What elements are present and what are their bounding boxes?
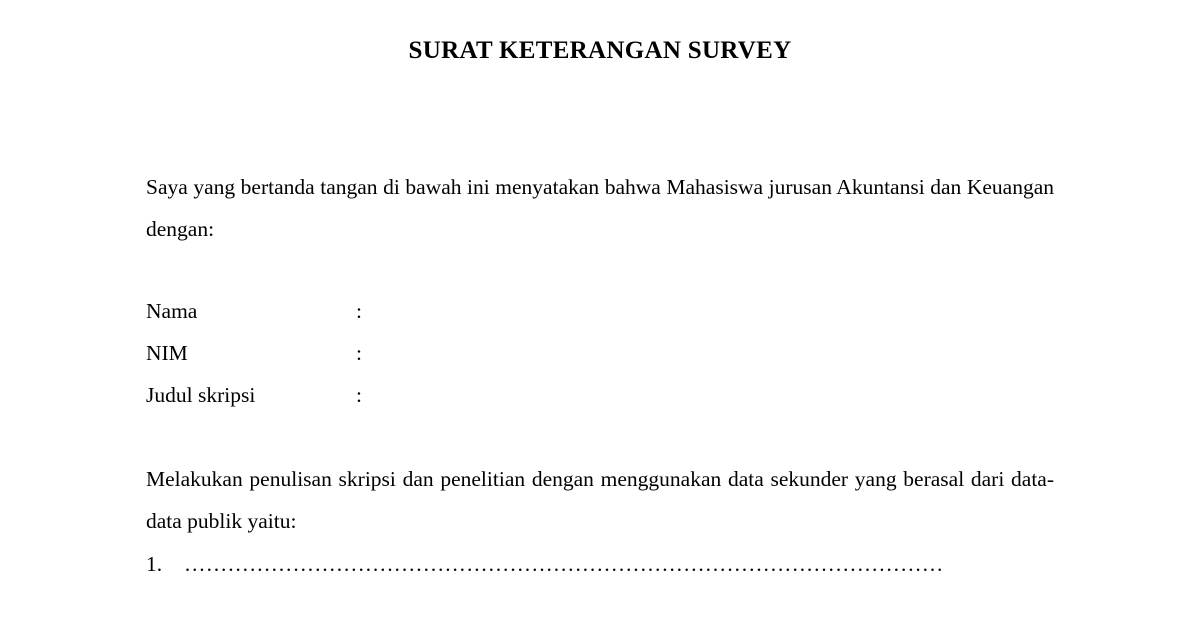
intro-paragraph: Saya yang bertanda tangan di bawah ini menyatakan bahwa Mahasiswa jurusan Akuntansi dan Keuangan dengan:: [146, 175, 1054, 241]
list-item-number: 1.: [146, 552, 163, 576]
field-label-nim: NIM: [146, 341, 188, 365]
data-source-paragraph: Melakukan penulisan skripsi dan penelitian dengan menggunakan data sekunder yang berasal dari data-data publik yaitu:: [146, 467, 1054, 533]
field-row-nim: [146, 332, 746, 374]
list-item: [146, 543, 1054, 585]
list-item-dotted-blank: ……………………………………………………………………………………………: [184, 552, 944, 576]
student-info-fields: [146, 290, 746, 416]
field-label-judul-skripsi: Judul skripsi: [146, 383, 256, 407]
field-row-nama: [146, 290, 746, 332]
field-colon-nim: :: [356, 341, 362, 365]
field-colon-nama: :: [356, 299, 362, 323]
document-title: SURAT KETERANGAN SURVEY: [408, 37, 792, 64]
field-row-judul-skripsi: [146, 374, 746, 416]
field-colon-judul-skripsi: :: [356, 383, 362, 407]
field-label-nama: Nama: [146, 299, 198, 323]
